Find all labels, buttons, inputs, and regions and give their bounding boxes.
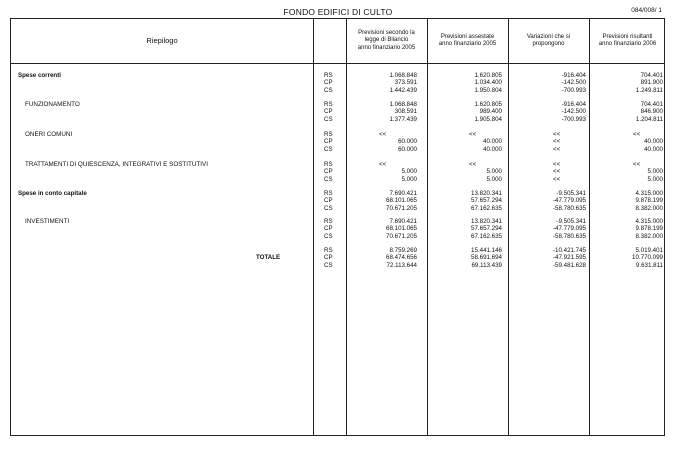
code-cp: CP [324,138,333,146]
value-col2: << 40.000 40.000 [469,131,502,153]
value-col3: -9.505.341 -47.779.095 -58.780.635 [552,190,586,212]
value-col1: 7.690.421 68.101.065 70.671.205 [386,218,417,240]
row-codes [324,190,344,212]
row-codes [324,101,344,123]
total-label: TOTALE [256,254,281,262]
value-col4: 5.019.401 10.770.099 9.631.811 [632,247,663,269]
value-col1: << 5.000 5.000 [379,161,417,183]
code-cs: CS [324,175,333,183]
value-col4: << 40.000 40.000 [633,131,663,153]
value-col1: 1.068.848 373.591 1.442.439 [389,72,417,94]
code-rs: RS [324,101,333,108]
value-col1: 8.759.269 68.474.656 72.113.644 [386,247,417,269]
row-label: FUNZIONAMENTO [25,101,80,108]
row-codes [324,218,344,240]
column-divider [427,19,428,435]
column-divider [508,19,509,435]
code-rs: RS [324,161,333,168]
value-col4: << 5.000 5.000 [633,161,663,183]
value-col2: << 5.000 5.000 [469,161,502,183]
code-cs: CS [324,261,333,269]
row-codes [324,161,344,183]
page-title: FONDO EDIFICI DI CULTO [283,7,393,17]
row-codes [324,247,344,269]
value-col4: 4.315.000 9.878.199 8.382.000 [635,190,663,212]
row-label: TRATTAMENTI DI QUIESCENZA, INTEGRATIVI E SOSTITUTIVI [25,161,208,168]
code-cp: CP [324,197,333,205]
value-col2: 13.820.341 57.657.294 67.162.635 [471,190,502,212]
value-col3: -10.421.745 -47.921.595 -59.481.628 [552,247,586,269]
value-col3: -9.505.341 -47.779.095 -58.780.635 [552,218,586,240]
value-col4: 704.401 891.900 1.249.811 [635,72,663,94]
value-col2: 15.441.146 58.691.694 69.113.439 [471,247,502,269]
value-col1: << 60.000 60.000 [379,131,417,153]
value-col2: 1.620.805 989.400 1.905.804 [474,101,502,123]
code-rs: RS [324,247,333,254]
column-divider [589,19,590,435]
row-label: Spese correnti [18,72,61,79]
value-col2: 13.820.341 57.657.294 67.162.635 [471,218,502,240]
code-rs: RS [324,218,333,225]
column-divider [313,19,314,435]
code-cp: CP [324,254,333,262]
summary-table [10,18,665,436]
document-code: 084/008/ 1 [631,7,662,14]
code-cs: CS [324,204,333,212]
value-col1: 1.068.848 308.591 1.377.439 [389,101,417,123]
code-cs: CS [324,115,333,123]
row-codes [324,131,344,153]
column-header-variazioni: Variazioni che si propongono [526,33,571,47]
row-label: Spese in conto capitale [18,190,87,197]
value-col3: << << << [553,161,561,183]
value-col1: 7.690.421 68.101.065 70.671.205 [386,190,417,212]
value-col4: 704.401 846.900 1.204.811 [635,101,663,123]
code-cp: CP [324,225,333,233]
code-cp: CP [324,168,333,176]
column-header-previsioni-risultanti: Previsioni risultanti anno finanziario 2006 [598,33,657,47]
code-rs: RS [324,72,333,79]
code-cp: CP [324,108,333,116]
header-divider [11,63,664,64]
value-col3: -916.404 -142.500 -700.993 [561,72,586,94]
value-col3: << << << [553,131,561,153]
row-label: INVESTIMENTI [25,218,70,225]
code-rs: RS [324,131,333,138]
code-cs: CS [324,232,333,240]
code-rs: RS [324,190,333,197]
row-label: ONERI COMUNI [25,131,73,138]
code-cs: CS [324,145,333,153]
code-cs: CS [324,86,333,94]
column-header-previsioni-bilancio: Previsioni secondo la legge di Bilancio anno finanziario 2005 [357,29,416,51]
value-col4: 4.315.000 9.878.199 8.382.000 [635,218,663,240]
code-cp: CP [324,79,333,87]
value-col2: 1.620.805 1.034.400 1.950.804 [474,72,502,94]
value-col3: -916.404 -142.500 -700.993 [561,101,586,123]
column-header-previsioni-assestate: Previsioni assestate anno finanziario 2005 [438,33,497,47]
row-codes [324,72,344,94]
column-header-riepilogo: Riepilogo [146,36,178,46]
